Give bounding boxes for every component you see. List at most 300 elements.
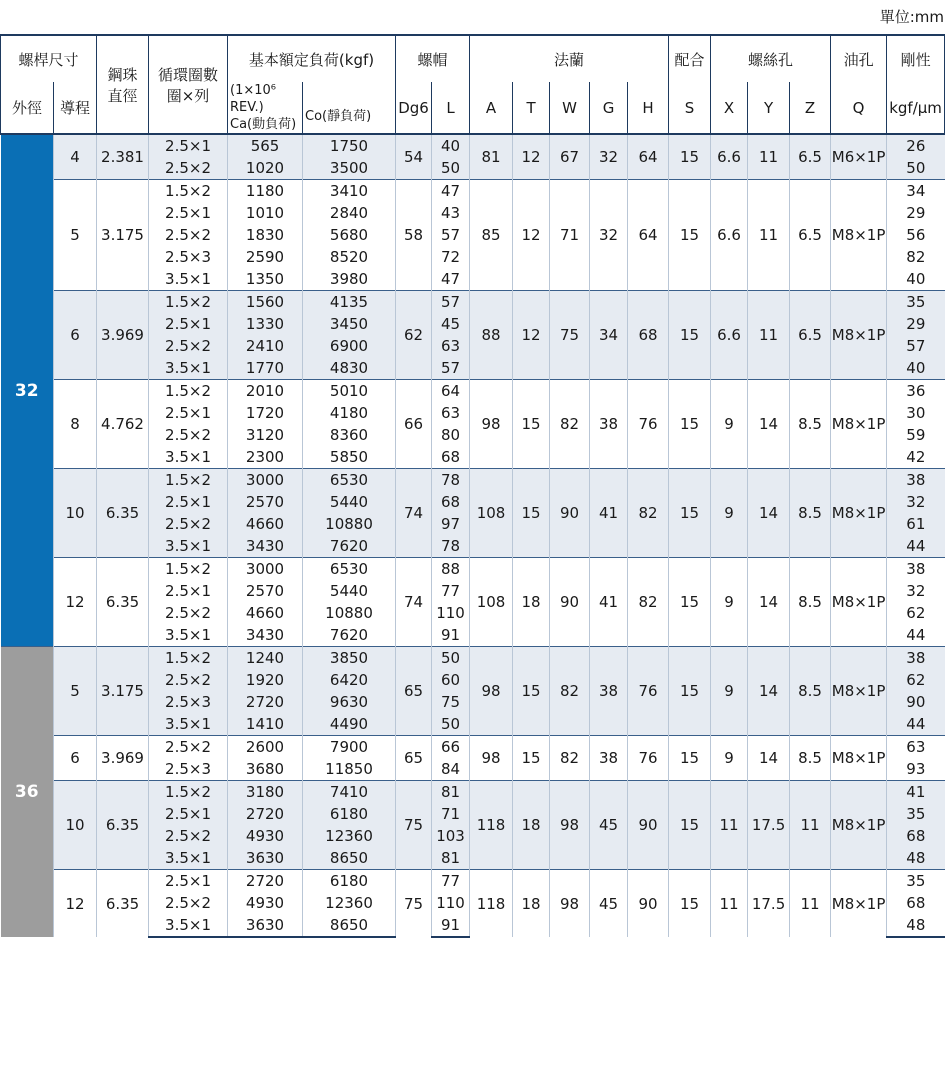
nut-length-cell: 110 [432, 602, 470, 624]
dynamic-load-cell: 3630 [228, 847, 303, 870]
h-cell: 64 [628, 180, 669, 291]
nut-length-cell: 71 [432, 803, 470, 825]
table-row [1, 291, 945, 314]
lead-cell: 6 [54, 736, 97, 781]
dynamic-load-cell: 4660 [228, 602, 303, 624]
header-oil-hole: 油孔 [831, 35, 887, 82]
circuits-cell: 3.5×1 [149, 847, 228, 870]
h-cell: 90 [628, 870, 669, 938]
dynamic-load-cell: 4930 [228, 825, 303, 847]
header-rigidity: 剛性 [887, 35, 945, 82]
dg6-cell: 74 [396, 558, 432, 647]
ball-diameter-cell: 3.175 [97, 180, 149, 291]
rigidity-cell: 29 [887, 202, 945, 224]
dynamic-load-cell: 1560 [228, 291, 303, 314]
z-cell: 11 [790, 781, 831, 870]
rigidity-cell: 41 [887, 781, 945, 804]
header-Y: Y [748, 82, 790, 134]
dynamic-load-cell: 1920 [228, 669, 303, 691]
rigidity-cell: 90 [887, 691, 945, 713]
nut-length-cell: 72 [432, 246, 470, 268]
nut-length-cell: 81 [432, 847, 470, 870]
t-cell: 15 [513, 380, 550, 469]
static-load-cell: 12360 [303, 892, 396, 914]
x-cell: 9 [711, 380, 748, 469]
a-cell: 88 [470, 291, 513, 380]
rigidity-cell: 26 [887, 134, 945, 157]
static-load-cell: 10880 [303, 602, 396, 624]
dynamic-load-cell: 2010 [228, 380, 303, 403]
circuits-cell: 1.5×2 [149, 180, 228, 203]
static-load-cell: 12360 [303, 825, 396, 847]
s-cell: 15 [669, 134, 711, 180]
t-cell: 18 [513, 781, 550, 870]
circuits-cell: 2.5×3 [149, 758, 228, 781]
static-load-cell: 8360 [303, 424, 396, 446]
header-co: Co(靜負荷) [303, 82, 396, 134]
dynamic-load-cell: 3630 [228, 914, 303, 937]
h-cell: 90 [628, 781, 669, 870]
table-row [1, 469, 945, 492]
lead-cell: 4 [54, 134, 97, 180]
table-row [1, 781, 945, 804]
header-ball-diameter: 鋼珠 直徑 [97, 35, 149, 134]
circuits-cell: 2.5×1 [149, 803, 228, 825]
x-cell: 9 [711, 558, 748, 647]
rigidity-cell: 38 [887, 469, 945, 492]
nut-length-cell: 77 [432, 580, 470, 602]
dg6-cell: 54 [396, 134, 432, 180]
y-cell: 11 [748, 291, 790, 380]
s-cell: 15 [669, 558, 711, 647]
dynamic-load-cell: 3180 [228, 781, 303, 804]
outer-diameter-cell: 32 [1, 134, 54, 647]
dynamic-load-cell: 2600 [228, 736, 303, 759]
rigidity-cell: 68 [887, 892, 945, 914]
nut-length-cell: 78 [432, 535, 470, 558]
header-nut: 螺帽 [396, 35, 470, 82]
t-cell: 18 [513, 558, 550, 647]
circuits-cell: 2.5×2 [149, 513, 228, 535]
circuits-cell: 2.5×2 [149, 424, 228, 446]
static-load-cell: 6180 [303, 803, 396, 825]
rigidity-cell: 44 [887, 713, 945, 736]
circuits-cell: 2.5×2 [149, 892, 228, 914]
rigidity-cell: 62 [887, 669, 945, 691]
w-cell: 98 [550, 781, 590, 870]
nut-length-cell: 97 [432, 513, 470, 535]
t-cell: 12 [513, 180, 550, 291]
t-cell: 12 [513, 134, 550, 180]
ball-diameter-cell: 4.762 [97, 380, 149, 469]
q-cell: M8×1P [831, 558, 887, 647]
rigidity-cell: 48 [887, 847, 945, 870]
header-X: X [711, 82, 748, 134]
dg6-cell: 62 [396, 291, 432, 380]
circuits-cell: 2.5×3 [149, 691, 228, 713]
nut-length-cell: 75 [432, 691, 470, 713]
circuits-cell: 2.5×2 [149, 157, 228, 180]
static-load-cell: 8650 [303, 847, 396, 870]
s-cell: 15 [669, 380, 711, 469]
header-G: G [590, 82, 628, 134]
circuits-cell: 2.5×2 [149, 669, 228, 691]
static-load-cell: 5850 [303, 446, 396, 469]
static-load-cell: 3450 [303, 313, 396, 335]
dynamic-load-cell: 1010 [228, 202, 303, 224]
dynamic-load-cell: 2590 [228, 246, 303, 268]
dynamic-load-cell: 1180 [228, 180, 303, 203]
dg6-cell: 74 [396, 469, 432, 558]
z-cell: 8.5 [790, 736, 831, 781]
dynamic-load-cell: 3120 [228, 424, 303, 446]
dynamic-load-cell: 4660 [228, 513, 303, 535]
z-cell: 6.5 [790, 134, 831, 180]
q-cell: M6×1P [831, 134, 887, 180]
nut-length-cell: 91 [432, 914, 470, 937]
rigidity-cell: 38 [887, 558, 945, 581]
rigidity-cell: 63 [887, 736, 945, 759]
h-cell: 76 [628, 380, 669, 469]
table-row [1, 870, 945, 893]
rigidity-cell: 35 [887, 870, 945, 893]
nut-length-cell: 81 [432, 781, 470, 804]
w-cell: 67 [550, 134, 590, 180]
rigidity-cell: 32 [887, 491, 945, 513]
circuits-cell: 1.5×2 [149, 558, 228, 581]
s-cell: 15 [669, 870, 711, 938]
circuits-cell: 1.5×2 [149, 647, 228, 670]
table-row [1, 736, 945, 759]
nut-length-cell: 47 [432, 180, 470, 203]
a-cell: 81 [470, 134, 513, 180]
rigidity-cell: 68 [887, 825, 945, 847]
static-load-cell: 6530 [303, 469, 396, 492]
circuits-cell: 1.5×2 [149, 469, 228, 492]
rigidity-cell: 93 [887, 758, 945, 781]
lead-cell: 12 [54, 558, 97, 647]
header-A: A [470, 82, 513, 134]
dynamic-load-cell: 1720 [228, 402, 303, 424]
dynamic-load-cell: 2410 [228, 335, 303, 357]
ball-diameter-cell: 6.35 [97, 781, 149, 870]
w-cell: 98 [550, 870, 590, 938]
t-cell: 15 [513, 647, 550, 736]
circuits-cell: 2.5×1 [149, 134, 228, 157]
static-load-cell: 3850 [303, 647, 396, 670]
x-cell: 9 [711, 647, 748, 736]
g-cell: 34 [590, 291, 628, 380]
dynamic-load-cell: 2720 [228, 691, 303, 713]
dynamic-load-cell: 4930 [228, 892, 303, 914]
rigidity-cell: 44 [887, 624, 945, 647]
nut-length-cell: 88 [432, 558, 470, 581]
w-cell: 71 [550, 180, 590, 291]
circuits-cell: 2.5×3 [149, 246, 228, 268]
header-Q: Q [831, 82, 887, 134]
header-dg6: Dg6 [396, 82, 432, 134]
s-cell: 15 [669, 291, 711, 380]
g-cell: 38 [590, 380, 628, 469]
rigidity-cell: 61 [887, 513, 945, 535]
dynamic-load-cell: 1330 [228, 313, 303, 335]
nut-length-cell: 57 [432, 357, 470, 380]
header-screw-size: 螺桿尺寸 [1, 35, 97, 82]
table-row [1, 180, 945, 203]
rigidity-cell: 82 [887, 246, 945, 268]
header-kgf-um: kgf/μm [887, 82, 945, 134]
static-load-cell: 5680 [303, 224, 396, 246]
y-cell: 17.5 [748, 781, 790, 870]
static-load-cell: 6530 [303, 558, 396, 581]
a-cell: 85 [470, 180, 513, 291]
static-load-cell: 8520 [303, 246, 396, 268]
circuits-cell: 1.5×2 [149, 291, 228, 314]
dynamic-load-cell: 1770 [228, 357, 303, 380]
lead-cell: 10 [54, 469, 97, 558]
nut-length-cell: 84 [432, 758, 470, 781]
circuits-cell: 2.5×1 [149, 202, 228, 224]
nut-length-cell: 68 [432, 446, 470, 469]
y-cell: 17.5 [748, 870, 790, 938]
nut-length-cell: 50 [432, 157, 470, 180]
h-cell: 76 [628, 736, 669, 781]
nut-length-cell: 103 [432, 825, 470, 847]
circuits-cell: 3.5×1 [149, 535, 228, 558]
static-load-cell: 5010 [303, 380, 396, 403]
w-cell: 82 [550, 380, 590, 469]
g-cell: 32 [590, 180, 628, 291]
circuits-cell: 2.5×1 [149, 491, 228, 513]
header-basic-load: 基本額定負荷(kgf) [228, 35, 396, 82]
h-cell: 82 [628, 558, 669, 647]
nut-length-cell: 64 [432, 380, 470, 403]
nut-length-cell: 91 [432, 624, 470, 647]
g-cell: 41 [590, 469, 628, 558]
lead-cell: 8 [54, 380, 97, 469]
header-Z: Z [790, 82, 831, 134]
header-od: 外徑 [1, 82, 54, 134]
a-cell: 98 [470, 380, 513, 469]
static-load-cell: 7410 [303, 781, 396, 804]
dynamic-load-cell: 1240 [228, 647, 303, 670]
t-cell: 12 [513, 291, 550, 380]
g-cell: 38 [590, 647, 628, 736]
circuits-cell: 2.5×2 [149, 825, 228, 847]
dg6-cell: 66 [396, 380, 432, 469]
static-load-cell: 7900 [303, 736, 396, 759]
nut-length-cell: 63 [432, 402, 470, 424]
dynamic-load-cell: 2570 [228, 491, 303, 513]
static-load-cell: 9630 [303, 691, 396, 713]
static-load-cell: 6900 [303, 335, 396, 357]
h-cell: 68 [628, 291, 669, 380]
h-cell: 64 [628, 134, 669, 180]
nut-length-cell: 68 [432, 491, 470, 513]
ball-screw-spec-table [0, 34, 945, 938]
static-load-cell: 7620 [303, 624, 396, 647]
static-load-cell: 10880 [303, 513, 396, 535]
table-row [1, 380, 945, 403]
z-cell: 11 [790, 870, 831, 938]
y-cell: 14 [748, 558, 790, 647]
static-load-cell: 3500 [303, 157, 396, 180]
rigidity-cell: 56 [887, 224, 945, 246]
w-cell: 82 [550, 647, 590, 736]
z-cell: 8.5 [790, 469, 831, 558]
header-S: S [669, 82, 711, 134]
dynamic-load-cell: 1020 [228, 157, 303, 180]
rigidity-cell: 48 [887, 914, 945, 937]
unit-label: 單位:mm [879, 8, 944, 26]
static-load-cell: 1750 [303, 134, 396, 157]
lead-cell: 10 [54, 781, 97, 870]
rigidity-cell: 59 [887, 424, 945, 446]
nut-length-cell: 40 [432, 134, 470, 157]
x-cell: 6.6 [711, 180, 748, 291]
dg6-cell: 58 [396, 180, 432, 291]
dynamic-load-cell: 1830 [228, 224, 303, 246]
circuits-cell: 3.5×1 [149, 624, 228, 647]
circuits-cell: 3.5×1 [149, 446, 228, 469]
nut-length-cell: 80 [432, 424, 470, 446]
static-load-cell: 4135 [303, 291, 396, 314]
circuits-cell: 2.5×1 [149, 580, 228, 602]
circuits-cell: 3.5×1 [149, 914, 228, 937]
t-cell: 18 [513, 870, 550, 938]
dynamic-load-cell: 2570 [228, 580, 303, 602]
lead-cell: 5 [54, 647, 97, 736]
s-cell: 15 [669, 781, 711, 870]
x-cell: 6.6 [711, 134, 748, 180]
q-cell: M8×1P [831, 647, 887, 736]
a-cell: 98 [470, 736, 513, 781]
static-load-cell: 11850 [303, 758, 396, 781]
x-cell: 6.6 [711, 291, 748, 380]
nut-length-cell: 45 [432, 313, 470, 335]
dg6-cell: 65 [396, 647, 432, 736]
header-bolt-hole: 螺絲孔 [711, 35, 831, 82]
circuits-cell: 2.5×1 [149, 870, 228, 893]
ball-diameter-cell: 6.35 [97, 558, 149, 647]
ball-diameter-cell: 6.35 [97, 469, 149, 558]
g-cell: 45 [590, 781, 628, 870]
h-cell: 76 [628, 647, 669, 736]
rigidity-cell: 35 [887, 803, 945, 825]
nut-length-cell: 50 [432, 647, 470, 670]
q-cell: M8×1P [831, 469, 887, 558]
lead-cell: 12 [54, 870, 97, 938]
table-row [1, 647, 945, 670]
nut-length-cell: 50 [432, 713, 470, 736]
dynamic-load-cell: 3430 [228, 535, 303, 558]
s-cell: 15 [669, 736, 711, 781]
rigidity-cell: 50 [887, 157, 945, 180]
rigidity-cell: 40 [887, 357, 945, 380]
table-body [1, 134, 945, 937]
ball-diameter-cell: 3.969 [97, 736, 149, 781]
s-cell: 15 [669, 647, 711, 736]
rigidity-cell: 38 [887, 647, 945, 670]
header-L: L [432, 82, 470, 134]
w-cell: 82 [550, 736, 590, 781]
g-cell: 32 [590, 134, 628, 180]
a-cell: 118 [470, 870, 513, 938]
dynamic-load-cell: 1350 [228, 268, 303, 291]
static-load-cell: 5440 [303, 580, 396, 602]
x-cell: 11 [711, 781, 748, 870]
table-row [1, 134, 945, 157]
a-cell: 108 [470, 469, 513, 558]
rigidity-cell: 40 [887, 268, 945, 291]
rigidity-cell: 34 [887, 180, 945, 203]
g-cell: 45 [590, 870, 628, 938]
static-load-cell: 4180 [303, 402, 396, 424]
ball-diameter-cell: 6.35 [97, 870, 149, 938]
header-flange: 法蘭 [470, 35, 669, 82]
g-cell: 38 [590, 736, 628, 781]
nut-length-cell: 66 [432, 736, 470, 759]
h-cell: 82 [628, 469, 669, 558]
static-load-cell: 4490 [303, 713, 396, 736]
ball-diameter-cell: 3.175 [97, 647, 149, 736]
nut-length-cell: 110 [432, 892, 470, 914]
x-cell: 9 [711, 736, 748, 781]
dynamic-load-cell: 3000 [228, 558, 303, 581]
rigidity-cell: 30 [887, 402, 945, 424]
circuits-cell: 2.5×1 [149, 402, 228, 424]
x-cell: 9 [711, 469, 748, 558]
y-cell: 14 [748, 469, 790, 558]
s-cell: 15 [669, 180, 711, 291]
static-load-cell: 4830 [303, 357, 396, 380]
dynamic-load-cell: 565 [228, 134, 303, 157]
rigidity-cell: 29 [887, 313, 945, 335]
rigidity-cell: 42 [887, 446, 945, 469]
circuits-cell: 3.5×1 [149, 357, 228, 380]
ball-diameter-cell: 2.381 [97, 134, 149, 180]
static-load-cell: 6180 [303, 870, 396, 893]
circuits-cell: 2.5×2 [149, 335, 228, 357]
dg6-cell: 75 [396, 870, 432, 938]
rigidity-cell: 57 [887, 335, 945, 357]
t-cell: 15 [513, 736, 550, 781]
nut-length-cell: 78 [432, 469, 470, 492]
nut-length-cell: 57 [432, 291, 470, 314]
y-cell: 11 [748, 180, 790, 291]
rigidity-cell: 62 [887, 602, 945, 624]
a-cell: 118 [470, 781, 513, 870]
static-load-cell: 2840 [303, 202, 396, 224]
static-load-cell: 3980 [303, 268, 396, 291]
a-cell: 98 [470, 647, 513, 736]
static-load-cell: 6420 [303, 669, 396, 691]
rigidity-cell: 36 [887, 380, 945, 403]
static-load-cell: 8650 [303, 914, 396, 937]
y-cell: 11 [748, 134, 790, 180]
circuits-cell: 2.5×1 [149, 313, 228, 335]
lead-cell: 5 [54, 180, 97, 291]
circuits-cell: 2.5×2 [149, 602, 228, 624]
circuits-cell: 3.5×1 [149, 268, 228, 291]
static-load-cell: 3410 [303, 180, 396, 203]
ball-diameter-cell: 3.969 [97, 291, 149, 380]
q-cell: M8×1P [831, 180, 887, 291]
dynamic-load-cell: 2720 [228, 803, 303, 825]
header-H: H [628, 82, 669, 134]
w-cell: 90 [550, 469, 590, 558]
y-cell: 14 [748, 647, 790, 736]
